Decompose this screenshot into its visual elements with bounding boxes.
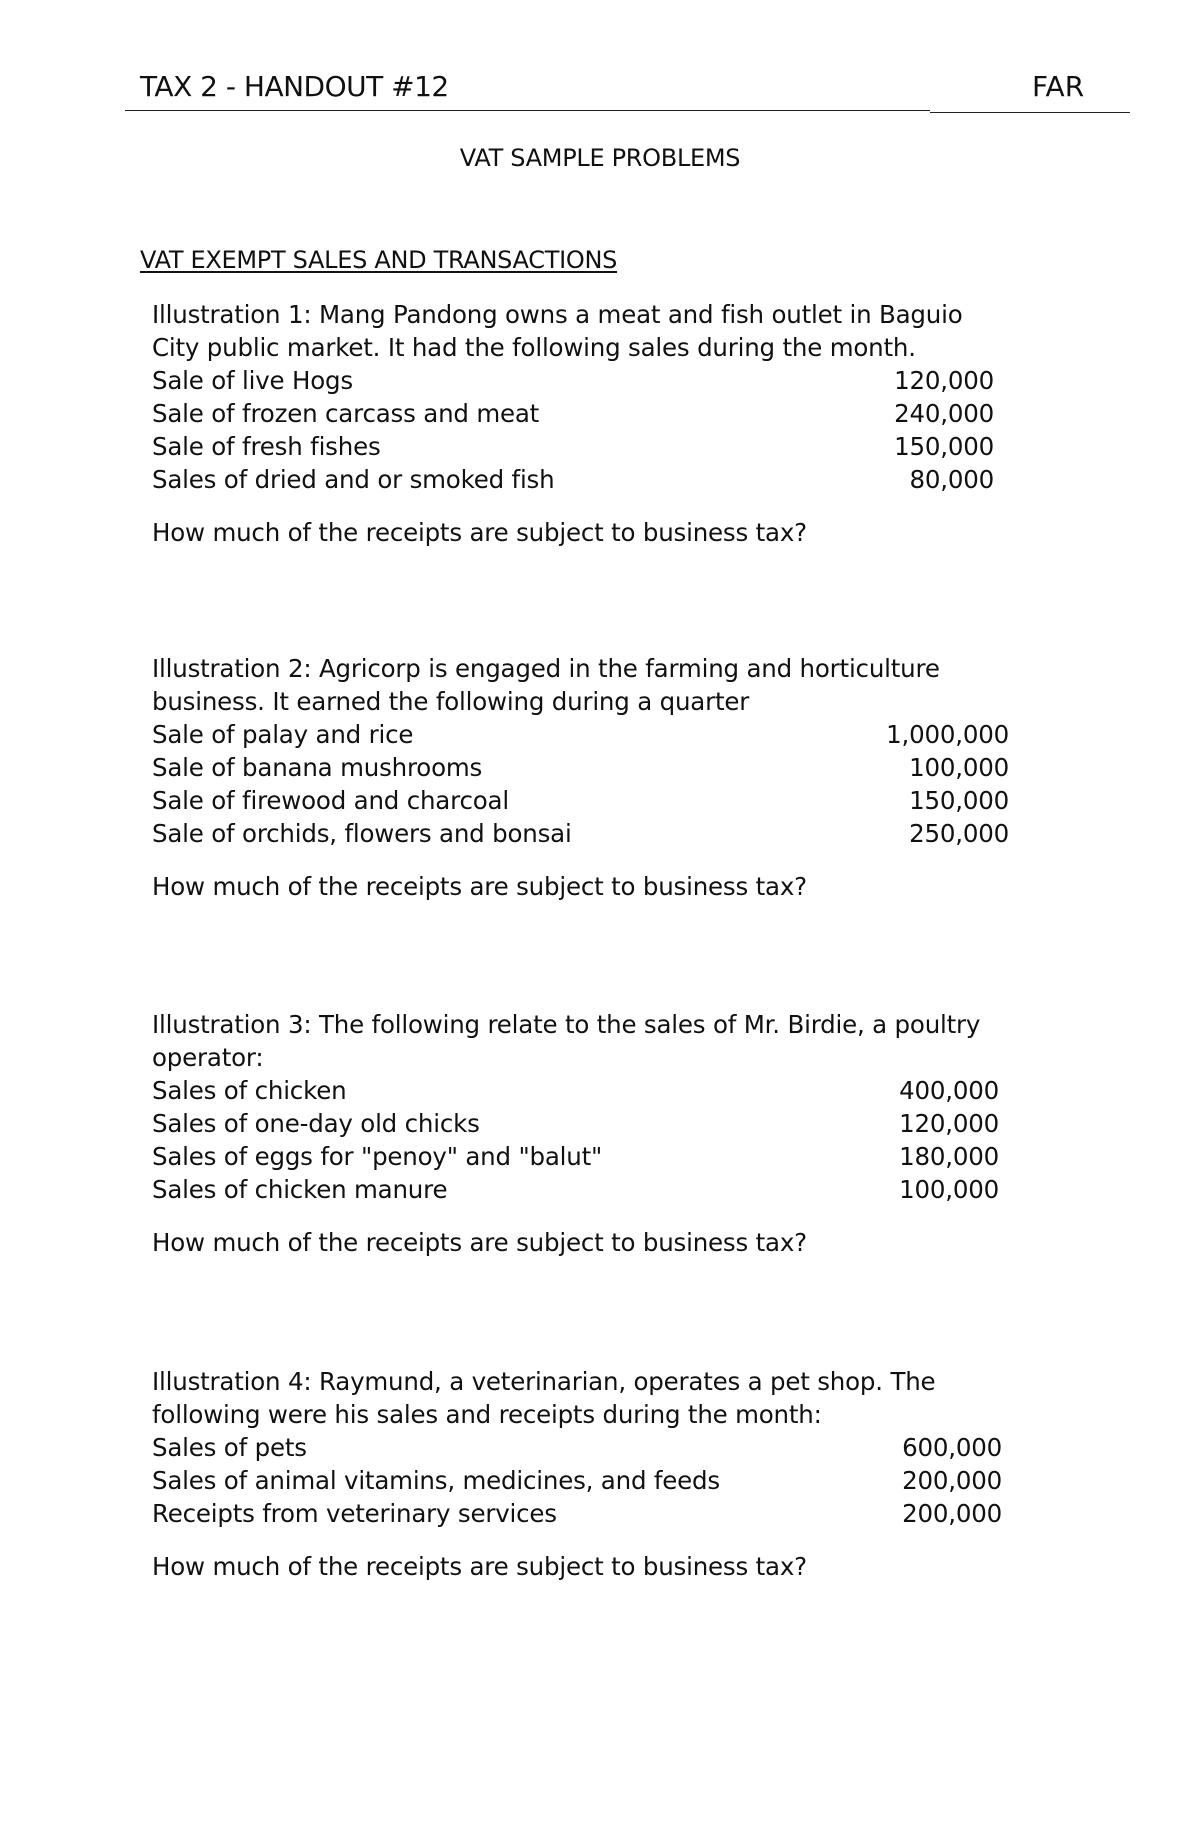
sales-label: Sale of fresh fishes (152, 432, 381, 461)
sales-row (152, 430, 994, 463)
illustration-1 (152, 298, 1012, 549)
sales-label: Sale of live Hogs (152, 366, 353, 395)
sales-list (152, 1431, 1012, 1530)
sales-list (152, 1074, 1012, 1206)
illustration-intro: Illustration 2: Agricorp is engaged in the farming and horticulture business. It earned the following during a quarter (152, 654, 940, 716)
sales-label: Sale of palay and rice (152, 720, 414, 749)
sales-label: Sales of pets (152, 1433, 307, 1462)
sales-amount: 80,000 (909, 465, 994, 494)
sales-row (152, 1497, 1002, 1530)
sales-label: Sales of eggs for "penoy" and "balut" (152, 1142, 603, 1171)
header-right: FAR (1032, 70, 1085, 103)
sales-list (152, 718, 1012, 850)
sales-label: Sales of dried and or smoked fish (152, 465, 555, 494)
page-title: VAT SAMPLE PROBLEMS (459, 144, 741, 172)
sales-row (152, 718, 1009, 751)
sales-row (152, 463, 994, 496)
sales-amount: 200,000 (902, 1499, 1002, 1528)
illustration-4 (152, 1365, 1012, 1583)
illustration-2 (152, 652, 1012, 903)
sales-amount: 250,000 (909, 819, 1009, 848)
sales-label: Sales of chicken manure (152, 1175, 448, 1204)
header-rule-right (930, 112, 1130, 113)
sales-amount: 600,000 (902, 1433, 1002, 1462)
sales-label: Sales of one-day old chicks (152, 1109, 480, 1138)
sales-amount: 240,000 (894, 399, 994, 428)
sales-amount: 150,000 (894, 432, 994, 461)
illustration-3 (152, 1008, 1012, 1259)
sales-label: Sale of firewood and charcoal (152, 786, 509, 815)
sales-row (152, 817, 1009, 850)
section-heading: VAT EXEMPT SALES AND TRANSACTIONS (140, 246, 618, 274)
header-left: TAX 2 - HANDOUT #12 (140, 70, 449, 103)
sales-label: Sales of animal vitamins, medicines, and feeds (152, 1466, 720, 1495)
illustration-intro: Illustration 3: The following relate to the sales of Mr. Birdie, a poultry operator: (152, 1010, 981, 1072)
question: How much of the receipts are subject to business tax? (152, 1552, 807, 1581)
sales-row (152, 1074, 999, 1107)
sales-label: Sale of orchids, flowers and bonsai (152, 819, 572, 848)
sales-label: Sale of banana mushrooms (152, 753, 483, 782)
sales-amount: 120,000 (899, 1109, 999, 1138)
sales-row (152, 1173, 999, 1206)
sales-amount: 200,000 (902, 1466, 1002, 1495)
sales-amount: 120,000 (894, 366, 994, 395)
illustration-intro: Illustration 4: Raymund, a veterinarian, operates a pet shop. The following were his sales and receipts during the month: (152, 1367, 936, 1429)
sales-row (152, 784, 1009, 817)
sales-amount: 1,000,000 (886, 720, 1009, 749)
sales-label: Receipts from veterinary services (152, 1499, 557, 1528)
sales-row (152, 1464, 1002, 1497)
sales-amount: 180,000 (899, 1142, 999, 1171)
sales-row (152, 397, 994, 430)
sales-amount: 100,000 (899, 1175, 999, 1204)
question: How much of the receipts are subject to business tax? (152, 872, 807, 901)
sales-row (152, 364, 994, 397)
illustration-intro: Illustration 1: Mang Pandong owns a meat and fish outlet in Baguio City public market. It had the following sales during the month. (152, 300, 963, 362)
sales-row (152, 1431, 1002, 1464)
sales-amount: 400,000 (899, 1076, 999, 1105)
sales-label: Sale of frozen carcass and meat (152, 399, 540, 428)
header-rule (125, 110, 930, 111)
question: How much of the receipts are subject to business tax? (152, 1228, 807, 1257)
sales-amount: 150,000 (909, 786, 1009, 815)
question: How much of the receipts are subject to business tax? (152, 518, 807, 547)
sales-row (152, 751, 1009, 784)
sales-label: Sales of chicken (152, 1076, 347, 1105)
sales-row (152, 1107, 999, 1140)
sales-list (152, 364, 1012, 496)
sales-row (152, 1140, 999, 1173)
sales-amount: 100,000 (909, 753, 1009, 782)
